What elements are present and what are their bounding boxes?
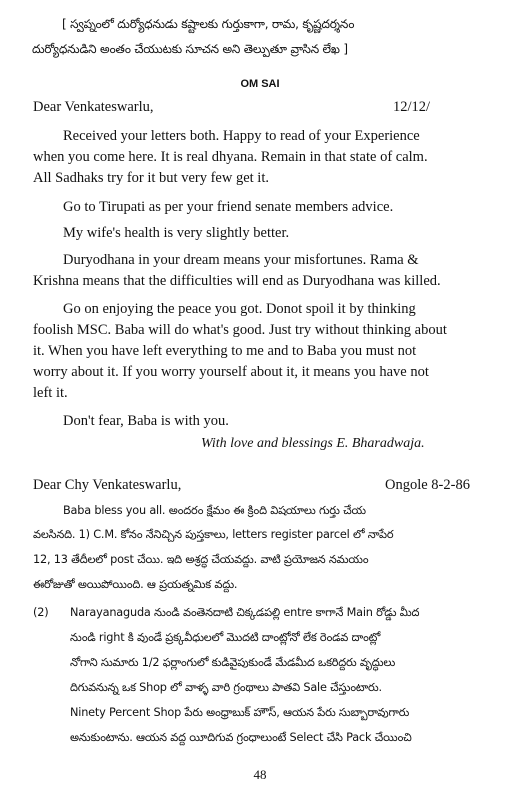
letter2-p1-line3: 12, 13 తేదీలలో post చేయి. ఇది అశ్రద్ధ చేయవద్దు. వాటి ప్రయోజన నమయం (33, 553, 369, 566)
letter1-p1-line1: Received your letters both. Happy to read of your Experience (63, 128, 420, 144)
intro-line-2: దుర్యోధనుడిని అంతం చేయుటకు సూచన అని తెల్పుతూ వ్రాసిన లేఖ ] (32, 42, 348, 56)
letter1-closing: With love and blessings E. Bharadwaja. (201, 436, 425, 451)
letter2-p2-line1: Narayanaguda నుండి వంతెనదాటి చిక్కడపల్లి entre కాగానే Main రోడ్డు మీద (70, 606, 420, 619)
letter1-p5-line1: Go on enjoying the peace you got. Donot spoil it by thinking (63, 301, 416, 317)
letter2-p2-line2: నుండి right కి వుండే ప్రక్కవీధులలో మొదటి దాంట్లోనో లేక రెండవ దాంట్లో (70, 631, 381, 644)
letter2-p2-line6: అనుకుంటాను. ఆయన వద్ద యీదిగువ గ్రంధాలుంటే Select చేసి Pack చేయించి (70, 731, 412, 744)
letter1-p5-line3: it. When you have left everything to me and to Baba you must not (33, 343, 417, 359)
letter1-p6: Don't fear, Baba is with you. (63, 413, 229, 429)
letter2-salutation: Dear Chy Venkateswarlu, (33, 477, 182, 493)
letter1-p5-line4: worry about it. If you worry yourself about it, it means you have not (33, 364, 429, 380)
letter1-p2: Go to Tirupati as per your friend senate members advice. (63, 199, 394, 215)
letter1-p1-line2: when you come here. It is real dhyana. Remain in that state of calm. (33, 149, 428, 165)
letter1-p4-line2: Krishna means that the difficulties will end as Duryodhana was killed. (33, 273, 441, 289)
letter2-p2-line5: Ninety Percent Shop పేరు అంధ్రాబుక్ హౌస్, ఆయన పేరు సుబ్బారావుగారు (70, 706, 410, 719)
letter1-p5-line2: foolish MSC. Baba will do what's good. Just try without thinking about (33, 322, 447, 338)
letter2-p2-line4: దిగువనున్న ఒక Shop లో వాళ్ళ వారి గ్రంథాలు పాతవి Sale చేస్తుంటారు. (70, 681, 382, 694)
letter1-date: 12/12/ (393, 99, 431, 115)
letter2-p1-line4: ఈరోజుతో అయిపోయింది. ఆ ప్రయత్నమిక వద్దు. (33, 578, 238, 591)
letter2-place-date: Ongole 8-2-86 (385, 477, 470, 493)
letter1-p4-line1: Duryodhana in your dream means your misfortunes. Rama & (63, 252, 419, 268)
page-number: 48 (253, 767, 267, 782)
letter2-p2-line3: నోగాని సుమారు 1/2 ఫర్లాంగులో కుడివైపుకుండే మేడమీద ఒకరిద్దరు వృద్ధులు (70, 656, 396, 669)
letter1-p1-line3: All Sadhaks try for it but very few get it. (33, 170, 269, 186)
letter1-salutation: Dear Venkateswarlu, (33, 99, 154, 115)
letter1-p3: My wife's health is very slightly better. (63, 225, 290, 241)
heading-om-sai: OM SAI (240, 78, 280, 90)
letter2-p1-line1: Baba bless you all. అందరం క్షేమం ఈ క్రింది విషయాలు గుర్తు చేయ (63, 504, 366, 517)
intro-line-1: [ స్వప్నంలో దుర్యోధనుడు కష్టాలకు గుర్తుకాగా, రామ, కృష్ణదర్శనం (62, 17, 355, 31)
letter2-p1-line2: వలసినది. 1) C.M. కోనం నేనిచ్చిన పుస్తకాలు, letters register parcel లో నాపేర (33, 528, 394, 541)
letter1-p5-line5: left it. (33, 385, 68, 401)
letter2-item-number: (2) (33, 606, 49, 619)
